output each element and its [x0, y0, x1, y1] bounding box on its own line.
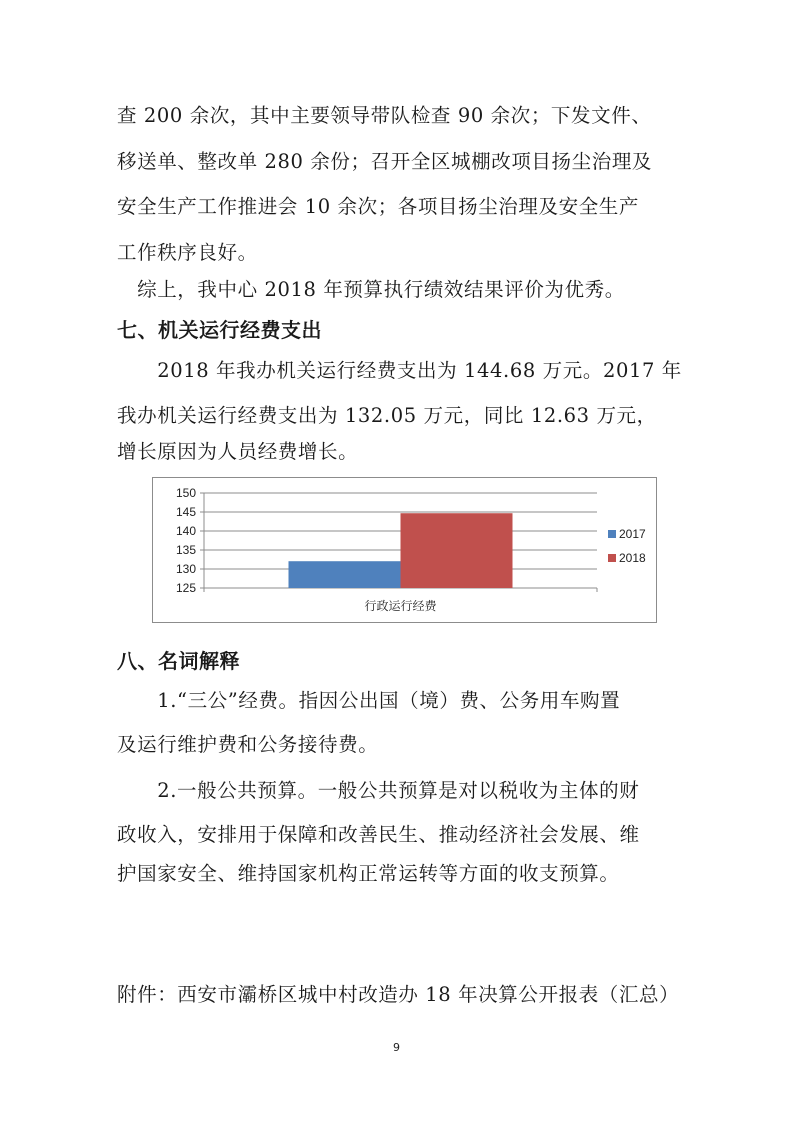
y-tick-label: 135 [175, 543, 196, 557]
section8-line: 1.“三公”经费。指因公出国（境）费、公务用车购置 [117, 689, 621, 712]
section7-line: 我办机关运行经费支出为 132.05 万元，同比 12.63 万元， [117, 404, 657, 427]
y-tick-label: 125 [175, 581, 196, 595]
y-tick-label: 140 [175, 524, 196, 538]
y-tick-label: 130 [175, 562, 196, 576]
page-number: 9 [393, 1041, 400, 1054]
bar-2017 [288, 561, 400, 588]
legend-swatch [608, 554, 616, 562]
section-heading-7: 七、机关运行经费支出 [117, 318, 322, 342]
chart-svg [153, 478, 658, 624]
attachment-note: 附件：西安市灞桥区城中村改造办 18 年决算公开报表（汇总） [117, 983, 680, 1006]
legend-label: 2017 [619, 527, 646, 541]
x-category-label: 行政运行经费 [364, 599, 437, 613]
section8-line: 及运行维护费和公务接待费。 [117, 733, 379, 756]
section8-line: 护国家安全、维持国家机构正常运转等方面的收支预算。 [117, 862, 620, 885]
paragraph-line: 安全生产工作推进会 10 余次；各项目扬尘治理及安全生产 [117, 195, 640, 218]
paragraph-line: 移送单、整改单 280 余份；召开全区城棚改项目扬尘治理及 [117, 150, 653, 173]
y-tick-label: 145 [175, 505, 196, 519]
legend-swatch [608, 530, 616, 538]
section7-line: 增长原因为人员经费增长。 [117, 440, 359, 463]
paragraph-line: 工作秩序良好。 [117, 241, 258, 264]
summary-line: 综上，我中心 2018 年预算执行绩效结果评价为优秀。 [117, 278, 625, 301]
section8-line: 政收入，安排用于保障和改善民生、推动经济社会发展、维 [117, 823, 640, 846]
section8-line: 2.一般公共预算。一般公共预算是对以税收为主体的财 [117, 779, 640, 802]
legend-label: 2018 [619, 551, 646, 565]
bar-2018 [401, 513, 513, 588]
section-heading-8: 八、名词解释 [117, 649, 240, 673]
section7-line: 2018 年我办机关运行经费支出为 144.68 万元。2017 年 [117, 359, 682, 382]
bar-chart [152, 477, 657, 623]
paragraph-line: 查 200 余次，其中主要领导带队检查 90 余次；下发文件、 [117, 104, 652, 127]
y-tick-label: 150 [175, 486, 196, 500]
